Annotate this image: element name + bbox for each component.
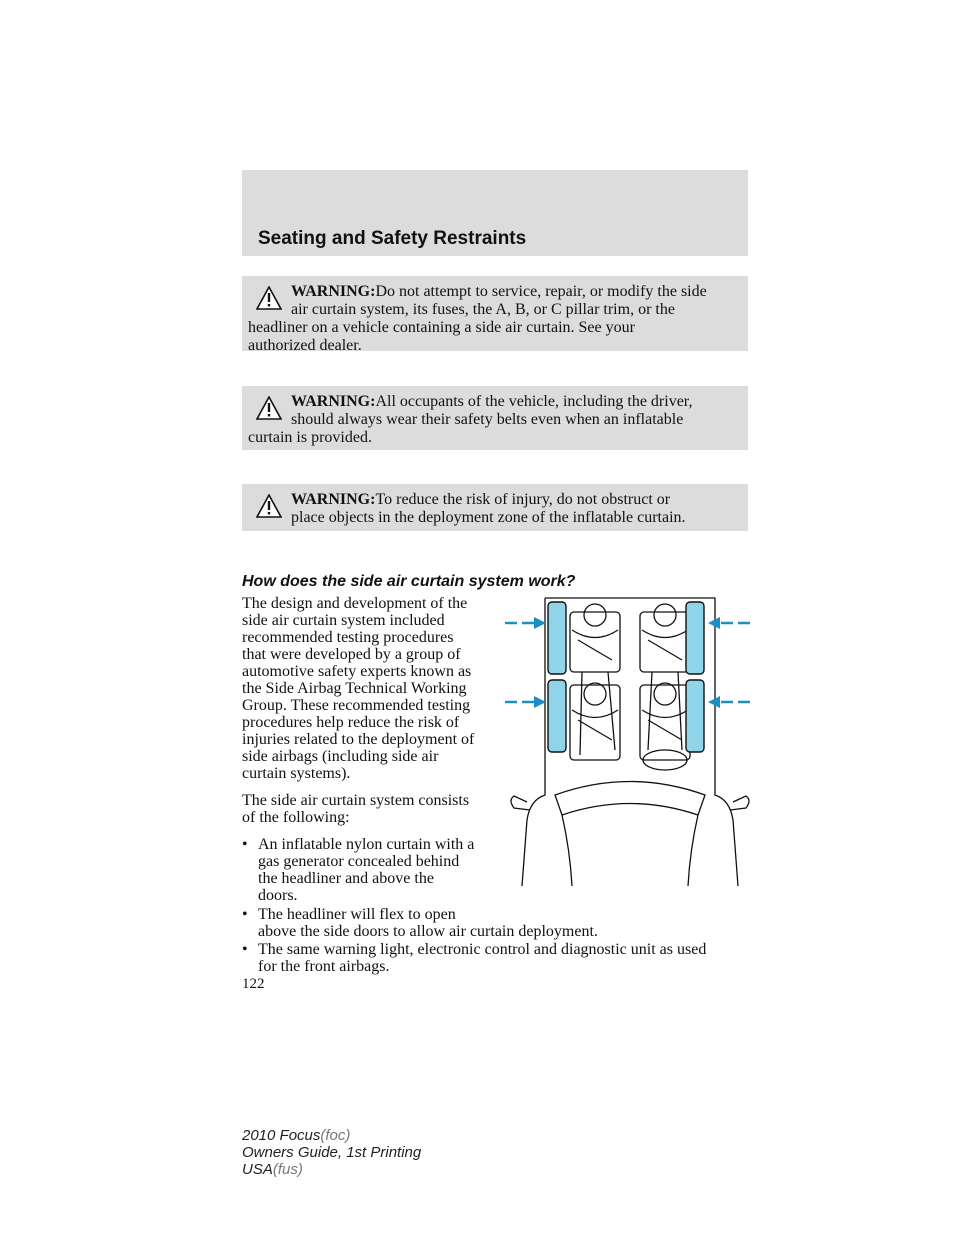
footer-line <box>242 1127 421 1144</box>
warning-label: WARNING: <box>291 393 376 410</box>
consists-paragraph <box>242 792 469 826</box>
warning-triangle-icon <box>256 494 282 518</box>
footer-line: Owners Guide, 1st Printing <box>242 1144 422 1161</box>
warning-text: headliner on a vehicle containing a side air curtain. See your <box>248 319 635 336</box>
paragraph-line: The design and development of the <box>242 595 468 612</box>
list-item-line: for the front airbags. <box>258 958 390 975</box>
warning-label: WARNING: <box>291 283 376 300</box>
paragraph-line: the Side Airbag Technical Working <box>242 680 467 697</box>
list-item <box>242 941 748 977</box>
front-right-seat <box>640 612 690 672</box>
warning-box-2 <box>242 386 748 450</box>
warning-text: should always wear their safety belts even when an inflatable <box>291 411 684 428</box>
paragraph-line: that were developed by a group of <box>242 646 461 663</box>
occupant-head <box>584 683 606 705</box>
warning-text: curtain is provided. <box>248 429 372 446</box>
arrow-head-icon <box>534 696 546 708</box>
section-heading: How does the side air curtain system work? <box>242 573 576 590</box>
footer-code: (fus) <box>272 1161 303 1178</box>
safety-belts <box>572 630 688 660</box>
footer-region: USA <box>242 1161 273 1178</box>
warning-text: authorized dealer. <box>248 337 362 354</box>
page-number: 122 <box>242 976 265 992</box>
left-mirror <box>511 796 530 810</box>
paragraph-line: side airbags (including side air <box>242 748 439 765</box>
hood-lines <box>562 815 698 886</box>
paragraph-line: automotive safety experts known as <box>242 663 472 680</box>
windshield <box>555 782 705 816</box>
warning-first-line <box>248 393 740 411</box>
footer-line <box>242 1161 421 1178</box>
footer-model: 2010 Focus <box>242 1127 321 1144</box>
warning-box-3 <box>242 484 748 531</box>
bullet-icon: • <box>242 941 248 958</box>
paragraph-line: injuries related to the deployment of <box>242 731 475 748</box>
paragraph-line: of the following: <box>242 809 350 826</box>
warning-label: WARNING: <box>291 491 376 508</box>
section-header-bar <box>242 170 748 256</box>
warning-box-1 <box>242 276 748 354</box>
list-item <box>242 906 748 942</box>
paragraph-line: side air curtain system included <box>242 612 445 629</box>
list-item-text <box>258 906 598 940</box>
arrow-head-icon <box>708 617 720 629</box>
warning-first-line <box>248 283 740 301</box>
car-body-left <box>522 598 545 886</box>
rear-right-curtain-airbag <box>686 680 704 752</box>
footer-code: (foc) <box>320 1127 351 1144</box>
list-item-line: The same warning light, electronic control and diagnostic unit as used <box>258 941 707 958</box>
paragraph-line: recommended testing procedures <box>242 629 454 646</box>
section-title: Seating and Safety Restraints <box>258 228 527 249</box>
warning-triangle-icon <box>256 286 282 310</box>
list-item <box>242 836 502 906</box>
paragraph-line: The side air curtain system consists <box>242 792 470 809</box>
paragraph-line: curtain systems). <box>242 765 351 782</box>
print-footer <box>242 1127 421 1178</box>
warning-triangle-icon <box>256 396 282 420</box>
right-mirror <box>730 796 749 810</box>
car-body-right <box>545 598 738 886</box>
rear-left-curtain-airbag <box>548 680 566 752</box>
warning-text: To reduce the risk of injury, do not obstruct or <box>375 491 671 508</box>
paragraph-line: procedures help reduce the risk of <box>242 714 460 731</box>
list-item-line: above the side doors to allow air curtain deployment. <box>258 923 598 940</box>
front-left-curtain-airbag <box>548 602 566 674</box>
occupant-head <box>584 604 606 626</box>
warning-text: place objects in the deployment zone of the inflatable curtain. <box>291 509 686 526</box>
list-item-line: gas generator concealed behind <box>258 853 460 870</box>
warning-text: All occupants of the vehicle, including the driver, <box>375 393 693 410</box>
bullet-icon: • <box>242 906 248 923</box>
list-item-text <box>258 836 474 904</box>
warning-text: Do not attempt to service, repair, or modify the side <box>375 283 707 300</box>
occupant-head <box>654 683 676 705</box>
list-item-line: An inflatable nylon curtain with a <box>258 836 475 853</box>
arrow-head-icon <box>708 696 720 708</box>
list-item-line: the headliner and above the <box>258 870 434 887</box>
warning-first-line <box>248 491 740 509</box>
front-right-curtain-airbag <box>686 602 704 674</box>
arrow-head-icon <box>534 617 546 629</box>
side-air-curtain-diagram <box>500 590 755 886</box>
front-left-seat <box>570 612 620 672</box>
occupant-head <box>654 604 676 626</box>
paragraph-line: Group. These recommended testing <box>242 697 471 714</box>
bullet-icon: • <box>242 836 248 853</box>
safety-belts <box>572 710 688 740</box>
warning-text: air curtain system, its fuses, the A, B, or C pillar trim, or the <box>291 301 675 318</box>
intro-paragraph <box>242 595 474 782</box>
list-item-line: The headliner will flex to open <box>258 906 456 923</box>
list-item-text <box>258 941 706 975</box>
list-item-line: doors. <box>258 887 298 904</box>
